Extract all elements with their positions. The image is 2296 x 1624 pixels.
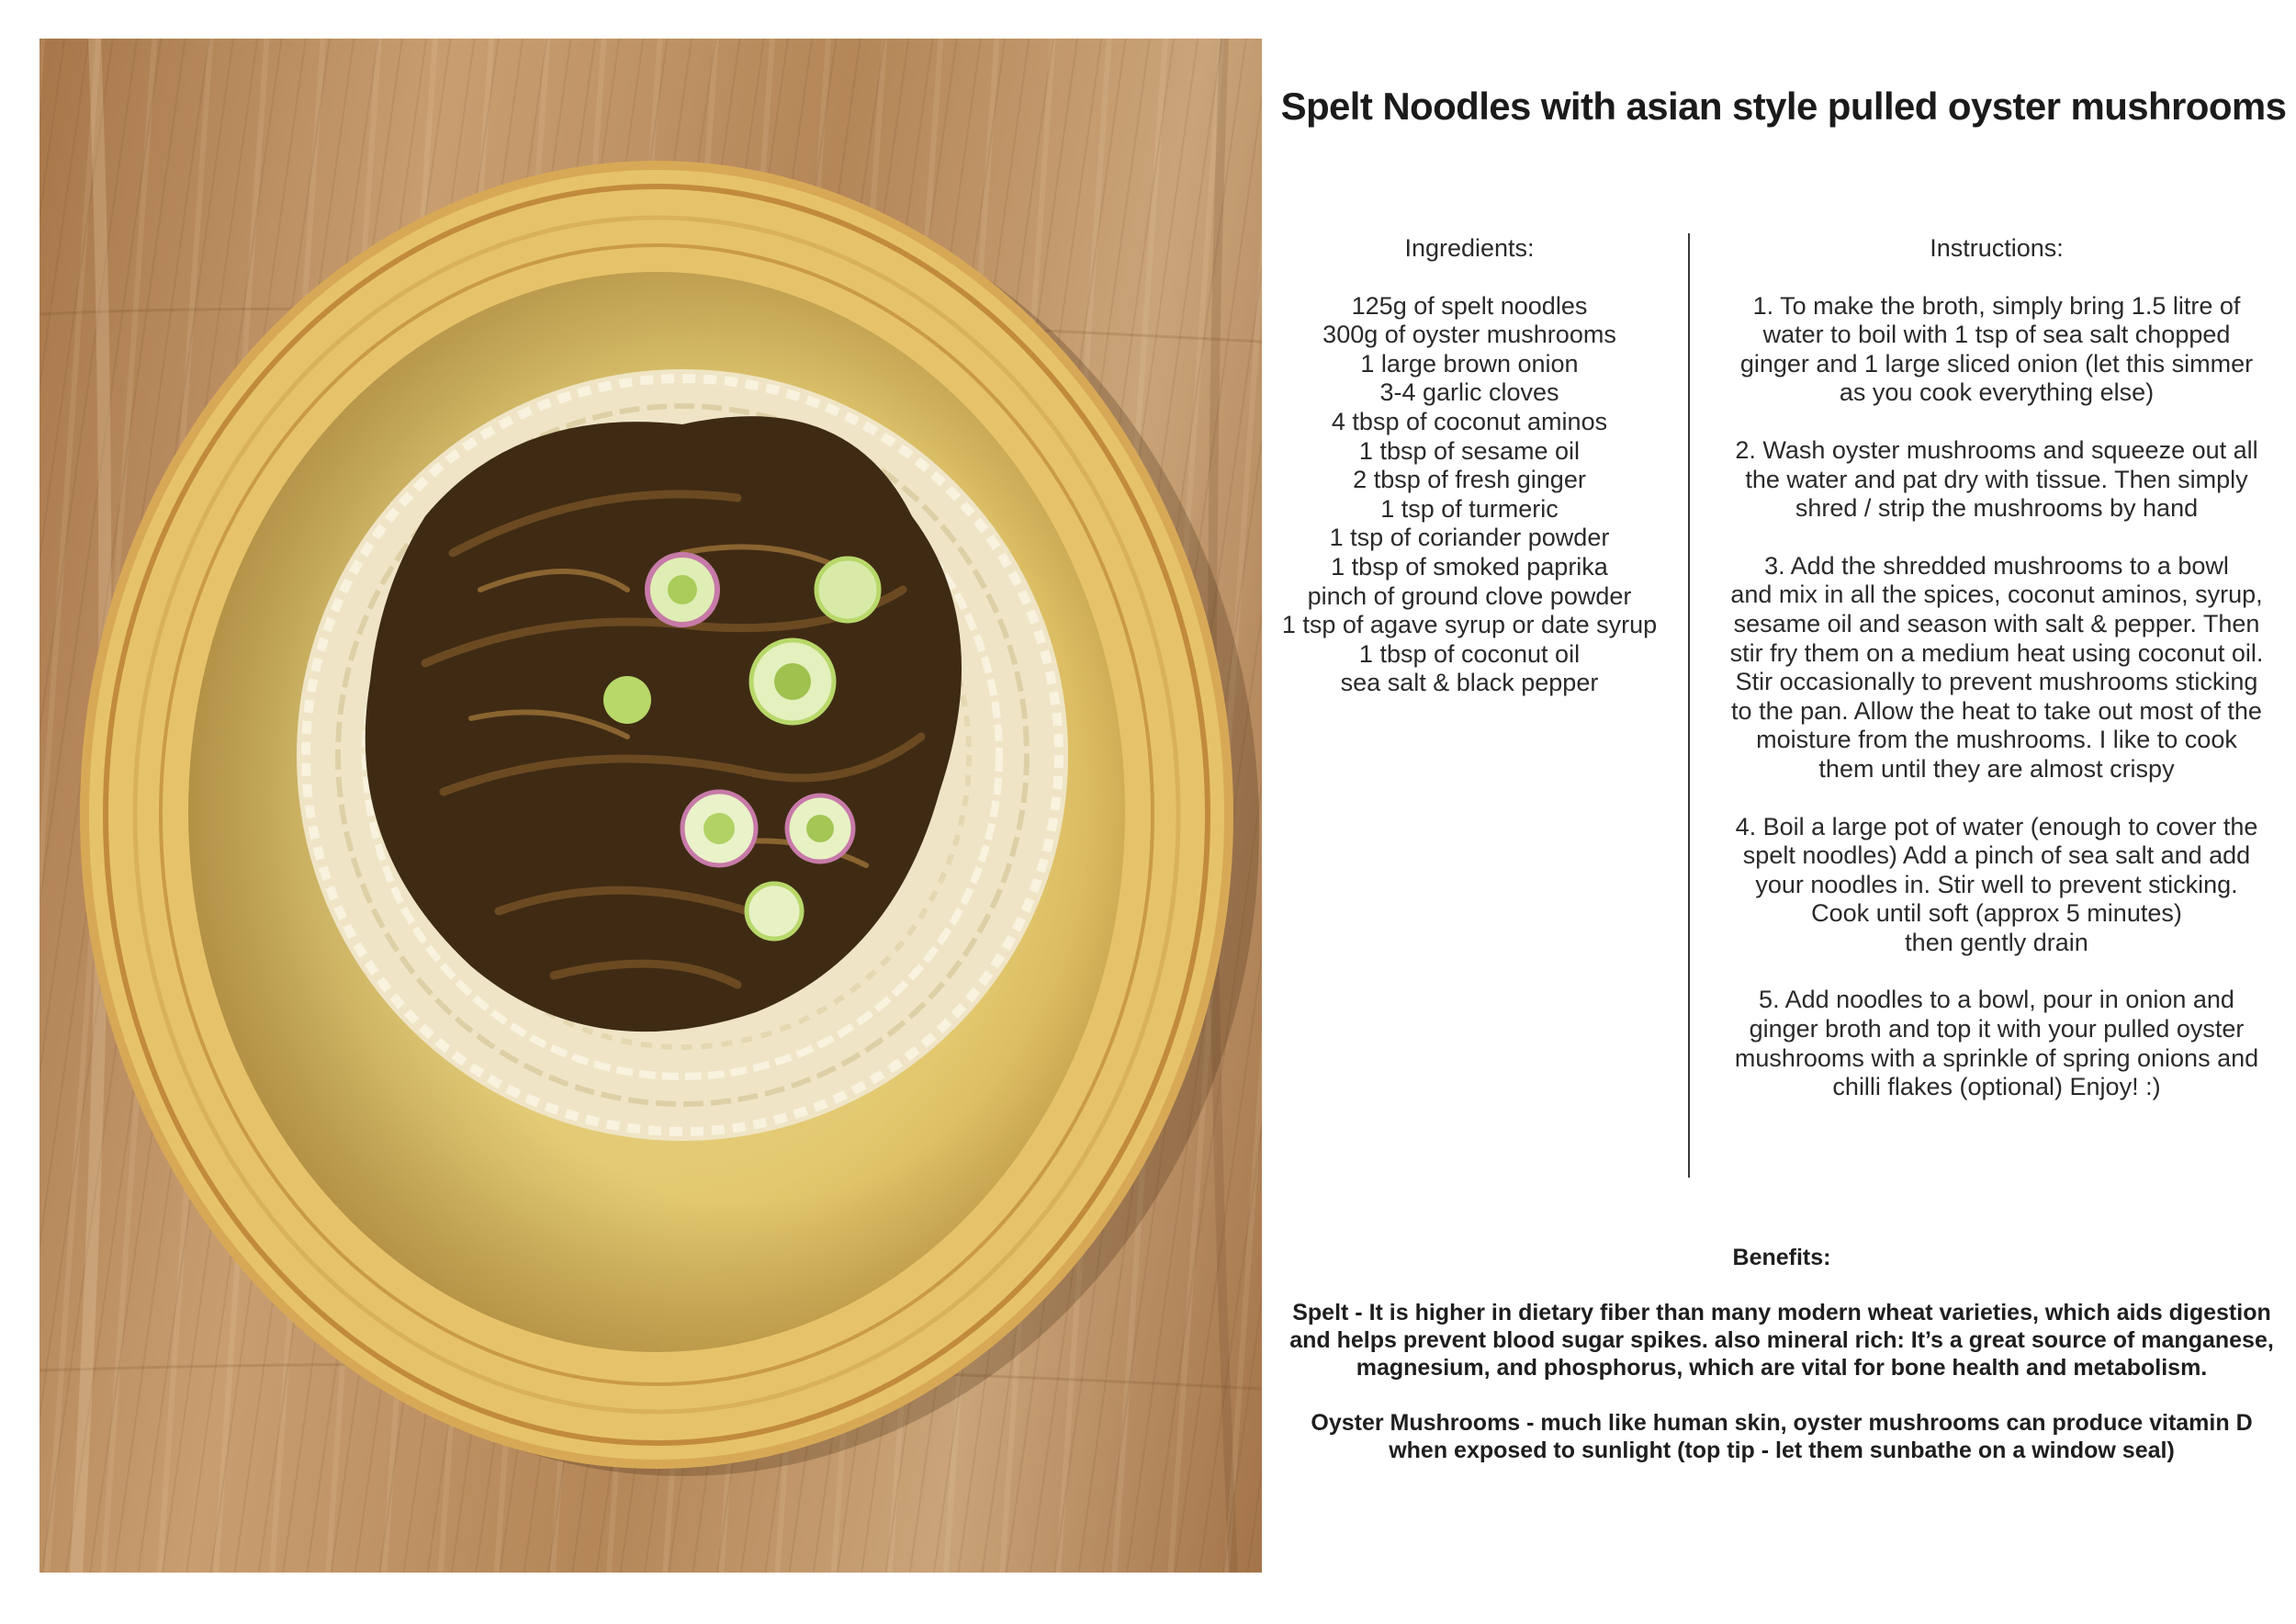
- ingredient-item: 125g of spelt noodles: [1351, 291, 1588, 320]
- instruction-line: as you cook everything else): [1839, 378, 2155, 407]
- ingredient-item: 3-4 garlic cloves: [1379, 378, 1559, 407]
- ingredients-heading: Ingredients:: [1404, 234, 1535, 262]
- instruction-step-5: [1721, 986, 2272, 1101]
- instruction-line: 1. To make the broth, simply bring 1.5 litre of: [1752, 291, 2241, 320]
- recipe-title: Spelt Noodles with asian style pulled oyster mushrooms: [1280, 85, 2287, 128]
- instruction-line: stir fry them on a medium heat using coconut oil.: [1729, 638, 2264, 667]
- ingredient-item: 300g of oyster mushrooms: [1322, 321, 1616, 349]
- ingredient-item: 1 tsp of agave syrup or date syrup: [1281, 611, 1658, 639]
- ingredient-item: 2 tbsp of fresh ginger: [1353, 466, 1586, 494]
- instruction-line: mushrooms with a sprinkle of spring onions and: [1734, 1043, 2259, 1072]
- instruction-line: the water and pat dry with tissue. Then simply: [1745, 465, 2248, 493]
- instruction-line: 5. Add noodles to a bowl, pour in onion and: [1759, 986, 2234, 1014]
- instruction-line: to the pan. Allow the heat to take out most of the: [1731, 696, 2262, 725]
- instruction-line: your noodles in. Stir well to prevent sticking.: [1755, 870, 2238, 898]
- ingredient-item: 1 large brown onion: [1360, 349, 1579, 378]
- benefit-line: Spelt - It is higher in dietary fiber than many modern wheat varieties, which aids digestion: [1292, 1300, 2271, 1325]
- instruction-line: them until they are almost crispy: [1818, 754, 2175, 783]
- instruction-line: 4. Boil a large pot of water (enough to cover the: [1735, 812, 2258, 840]
- benefit-spelt: [1277, 1299, 2287, 1382]
- ingredients-column: [1277, 234, 1662, 698]
- ingredient-item: 1 tbsp of smoked paprika: [1331, 552, 1608, 581]
- benefit-line: Oyster Mushrooms - much like human skin, oyster mushrooms can produce vitamin D: [1311, 1410, 2253, 1436]
- instructions-column: [1721, 234, 2272, 1131]
- ingredient-item: 4 tbsp of coconut aminos: [1331, 407, 1608, 435]
- instruction-line: 3. Add the shredded mushrooms to a bowl: [1764, 551, 2229, 580]
- instruction-line: Cook until soft (approx 5 minutes): [1811, 899, 2182, 928]
- benefit-line: magnesium, and phosphorus, which are vital for bone health and metabolism.: [1356, 1355, 2208, 1381]
- benefit-line: and helps prevent blood sugar spikes. also mineral rich: It’s a great source of manganese,: [1289, 1327, 2274, 1353]
- instruction-line: Stir occasionally to prevent mushrooms sticking: [1735, 668, 2258, 696]
- ingredient-item: 1 tbsp of coconut oil: [1358, 639, 1581, 668]
- instruction-step-4: [1721, 813, 2272, 958]
- instruction-line: 2. Wash oyster mushrooms and squeeze out all: [1735, 435, 2258, 464]
- instruction-line: sesame oil and season with salt & pepper. Then: [1733, 609, 2260, 637]
- ingredient-item: sea salt & black pepper: [1340, 669, 1599, 697]
- instruction-line: chilli flakes (optional) Enjoy! :): [1832, 1073, 2161, 1101]
- ingredient-item: 1 tsp of turmeric: [1380, 494, 1559, 523]
- dish-illustration: [39, 39, 1262, 1573]
- instruction-line: and mix in all the spices, coconut aminos, syrup,: [1730, 581, 2263, 609]
- instructions-heading: Instructions:: [1930, 234, 2064, 262]
- ingredient-item: pinch of ground clove powder: [1307, 581, 1632, 610]
- ingredient-item: 1 tbsp of sesame oil: [1358, 436, 1581, 465]
- instruction-line: then gently drain: [1905, 928, 2088, 956]
- instruction-step-3: [1721, 552, 2272, 784]
- column-divider: [1688, 233, 1690, 1178]
- instruction-step-1: [1721, 292, 2272, 408]
- instruction-line: water to boil with 1 tsp of sea salt chopped: [1762, 321, 2231, 349]
- instruction-line: moisture from the mushrooms. I like to cook: [1756, 726, 2237, 754]
- benefit-line: when exposed to sunlight (top tip - let them sunbathe on a window seal): [1389, 1438, 2175, 1463]
- benefits-section: [1277, 1244, 2287, 1492]
- instruction-step-2: [1721, 436, 2272, 524]
- instruction-line: shred / strip the mushrooms by hand: [1795, 494, 2199, 523]
- benefit-oyster-mushrooms: [1277, 1409, 2287, 1464]
- instruction-line: spelt noodles) Add a pinch of sea salt and add: [1742, 841, 2251, 870]
- benefits-heading: Benefits:: [1732, 1245, 1831, 1270]
- instruction-line: ginger and 1 large sliced onion (let this simmer: [1739, 349, 2254, 378]
- dish-photo: [39, 39, 1262, 1573]
- ingredient-item: 1 tsp of coriander powder: [1329, 524, 1610, 552]
- instruction-line: ginger broth and top it with your pulled oyster: [1749, 1015, 2245, 1043]
